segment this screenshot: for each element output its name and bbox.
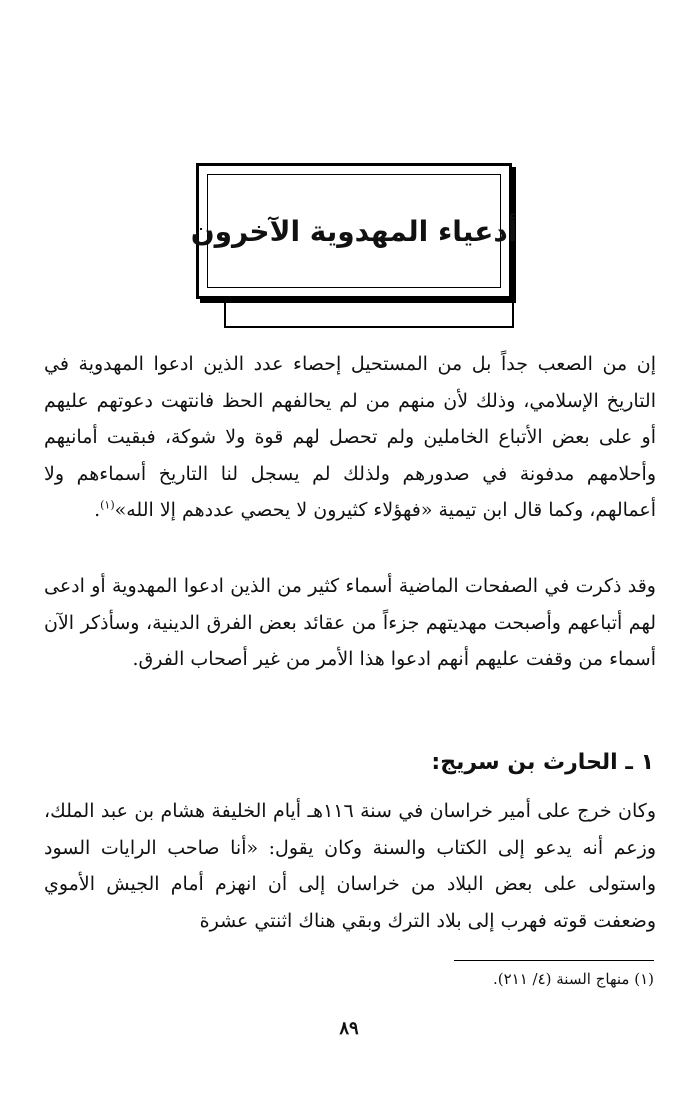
intro-paragraph-text: إن من الصعب جداً بل من المستحيل إحصاء عدد الذين ادعوا المهدوية في التاريخ الإسلامي، وذلك لأن منهم من لم يحالفهم الحظ فانتهت دعوتهم عليهم أو على بعض الأتباع الخاملين ولم تحصل لهم قوة ولا شوكة، فبقيت أمانيهم وأحلامهم مدفونة في صدورهم ولذلك لم يسجل لنا التاريخ أسماءهم ولا أعمالهم، وكما قال ابن تيمية «فهؤلاء كثيرون لا يحصي عددهم إلا الله»	[44, 353, 656, 521]
section-heading: ١ ـ الحارث بن سريج:	[431, 750, 654, 775]
chapter-title-box	[190, 163, 518, 299]
chapter-title-inner-frame	[190, 174, 518, 288]
chapter-title: أدعياء المهدوية الآخرون	[190, 214, 518, 248]
footnote: (١) منهاج السنة (٤/ ٢١١).	[492, 970, 654, 988]
footnote-reference: (١)	[100, 498, 115, 512]
footnote-divider	[454, 960, 654, 961]
intro-paragraph	[44, 346, 656, 529]
intro-paragraph-end: .	[94, 499, 101, 521]
page-number: ٨٩	[339, 1018, 359, 1039]
second-paragraph: وقد ذكرت في الصفحات الماضية أسماء كثير من الذين ادعوا المهدوية أو ادعى لهم أتباعهم وأصبحت مهديتهم جزءاً من عقائد بعض الفرق الدينية، وسأذكر الآن أسماء من وقفت عليهم أنهم ادعوا هذا الأمر من غير أصحاب الفرق.	[44, 575, 656, 670]
third-paragraph: وكان خرج على أمير خراسان في سنة ١١٦هـ أيام الخليفة هشام بن عبد الملك، وزعم أنه يدعو إلى الكتاب والسنة وكان يقول: «أنا صاحب الرايات السود واستولى على بعض البلاد من خراسان إلى أن انهزم أمام الجيش الأموي وضعفت قوته فهرب إلى بلاد الترك وبقي هناك اثنتي عشرة	[44, 800, 656, 932]
